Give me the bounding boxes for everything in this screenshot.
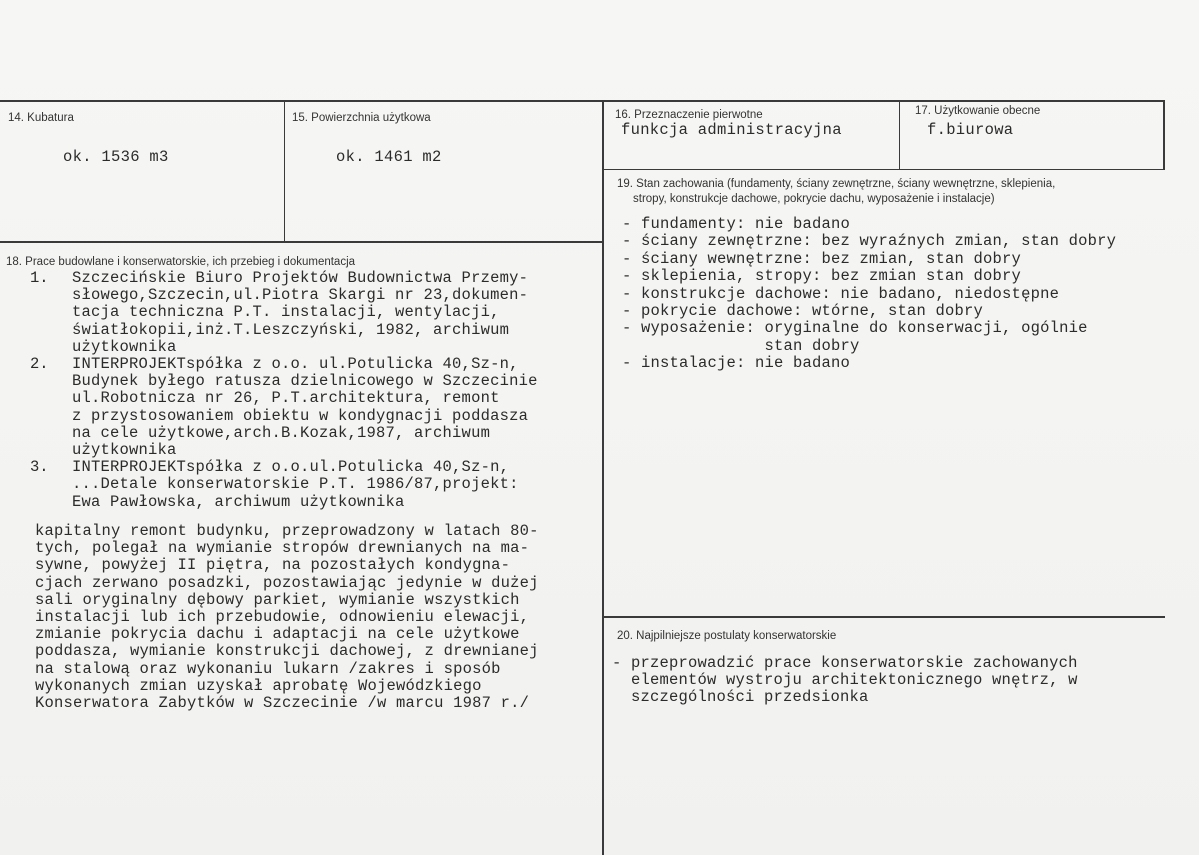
paragraph-line: instalacji lub ich przebudowie, odnowieniu elewacji, [35, 608, 530, 627]
entry-line: Szczecińskie Biuro Projektów Budownictwa Przemy- [72, 269, 529, 287]
stan-zachowania-label: 19. Stan zachowania (fundamenty, ściany zewnętrzne, ściany wewnętrzne, sklepienia, [617, 178, 1056, 190]
entry-number: 1. [30, 269, 49, 287]
rule-16-17-bottom [603, 169, 1165, 170]
paragraph-line: sali oryginalny dębowy parkiet, wymianie wszystkich [35, 590, 520, 609]
remont-paragraph [35, 523, 539, 712]
entry-line: użytkownika [72, 337, 177, 356]
list-item: - instalacje: nie badano [622, 354, 851, 373]
paragraph-line: zmianie pokrycia dachu i adaptacji na cele użytkowe [35, 625, 520, 644]
divider-14-15 [284, 101, 285, 241]
prace-budowlane-label: 18. Prace budowlane i konserwatorskie, ich przebieg i dokumentacja [6, 256, 356, 268]
list-item: - ściany zewnętrzne: bez wyraźnych zmian, stan dobry [622, 232, 1117, 251]
entry-line: INTERPROJEKTspółka z o.o.ul.Potulicka 40,Sz-n, [72, 458, 510, 477]
divider-16-17 [899, 101, 900, 169]
uzytkowanie-value: f.biurowa [927, 121, 1014, 139]
list-item: szczególności przedsionka [612, 688, 869, 707]
list-item: - ściany wewnętrzne: bez zmian, stan dobry [622, 249, 1022, 268]
rule-14-15-bottom [0, 241, 604, 243]
postulaty-label: 20. Najpilniejsze postulaty konserwatorskie [617, 630, 837, 642]
stan-zachowania-list [622, 216, 1116, 373]
powierzchnia-value: ok. 1461 m2 [336, 148, 442, 166]
powierzchnia-label: 15. Powierzchnia użytkowa [292, 112, 431, 124]
entry-line: ul.Robotnicza nr 26, P.T.architektura, remont [72, 389, 500, 408]
dokumentacja-list [30, 270, 538, 511]
entry-line: tacja techniczna P.T. instalacji, wentylacji, [72, 303, 500, 322]
list-item: elementów wystroju architektonicznego wnętrz, w [612, 671, 1078, 690]
divider-15-16 [602, 101, 604, 855]
postulaty-list [612, 655, 1078, 707]
paragraph-line: tych, polegał na wymianie stropów drewnianych na ma- [35, 539, 530, 558]
dokumentacja-entry-2 [30, 356, 538, 459]
list-item: - przeprowadzić prace konserwatorskie zachowanych [612, 654, 1078, 672]
przeznaczenie-value: funkcja administracyjna [621, 121, 842, 139]
list-item: - konstrukcje dachowe: nie badano, niedostępne [622, 284, 1060, 303]
entry-line: z przystosowaniem obiektu w kondygnacji poddasza [72, 406, 529, 425]
paragraph-line: kapitalny remont budynku, przeprowadzony w latach 80- [35, 522, 539, 540]
paragraph-line: wykonanych zmian uzyskał aprobatę Wojewódzkiego [35, 676, 482, 695]
paragraph-line: sywne, powyżej II piętra, na pozostałych kondygna- [35, 556, 511, 575]
kubatura-value: ok. 1536 m3 [63, 148, 169, 166]
list-item: - pokrycie dachowe: wtórne, stan dobry [622, 302, 984, 321]
dokumentacja-entry-3 [30, 459, 538, 511]
paragraph-line: poddasza, wymianie konstrukcji dachowej, z drewnianej [35, 642, 539, 661]
entry-line: słowego,Szczecin,ul.Piotra Skargi nr 23,dokumen- [72, 286, 529, 305]
list-item: - fundamenty: nie badano [622, 215, 851, 233]
paragraph-line: na stalową oraz wykonaniu lukarn /zakres i sposób [35, 659, 501, 678]
stan-zachowania-label-cont: stropy, konstrukcje dachowe, pokrycie dachu, wyposażenie i instalacje) [633, 193, 995, 205]
top-rule [0, 100, 1165, 102]
entry-line: INTERPROJEKTspółka z o.o. ul.Potulicka 40,Sz-n, [72, 355, 519, 374]
list-item: - sklepienia, stropy: bez zmian stan dobry [622, 267, 1022, 286]
list-item: stan dobry [622, 336, 860, 355]
list-item: - wyposażenie: oryginalne do konserwacji, ogólnie [622, 319, 1088, 338]
przeznaczenie-label: 16. Przeznaczenie pierwotne [615, 109, 763, 121]
entry-line: Budynek byłego ratusza dzielnicowego w Szczecinie [72, 372, 538, 391]
uzytkowanie-label: 17. Użytkowanie obecne [915, 105, 1041, 117]
entry-line: użytkownika [72, 441, 177, 460]
entry-line: na cele użytkowe,arch.B.Kozak,1987, archiwum [72, 423, 491, 442]
rule-19-bottom [603, 616, 1165, 618]
entry-number: 2. [30, 355, 49, 374]
dokumentacja-entry-1 [30, 270, 538, 356]
entry-line: ...Detale konserwatorskie P.T. 1986/87,projekt: [72, 475, 519, 494]
right-rule [1163, 100, 1165, 170]
entry-line: Ewa Pawłowska, archiwum użytkownika [72, 492, 405, 511]
paragraph-line: cjach zerwano posadzki, pozostawiając jedynie w dużej [35, 573, 539, 592]
paragraph-line: Konserwatora Zabytków w Szczecinie /w marcu 1987 r./ [35, 694, 530, 713]
entry-number: 3. [30, 458, 49, 477]
entry-line: światłokopii,inż.T.Leszczyński, 1982, archiwum [72, 320, 510, 339]
kubatura-label: 14. Kubatura [8, 112, 74, 124]
